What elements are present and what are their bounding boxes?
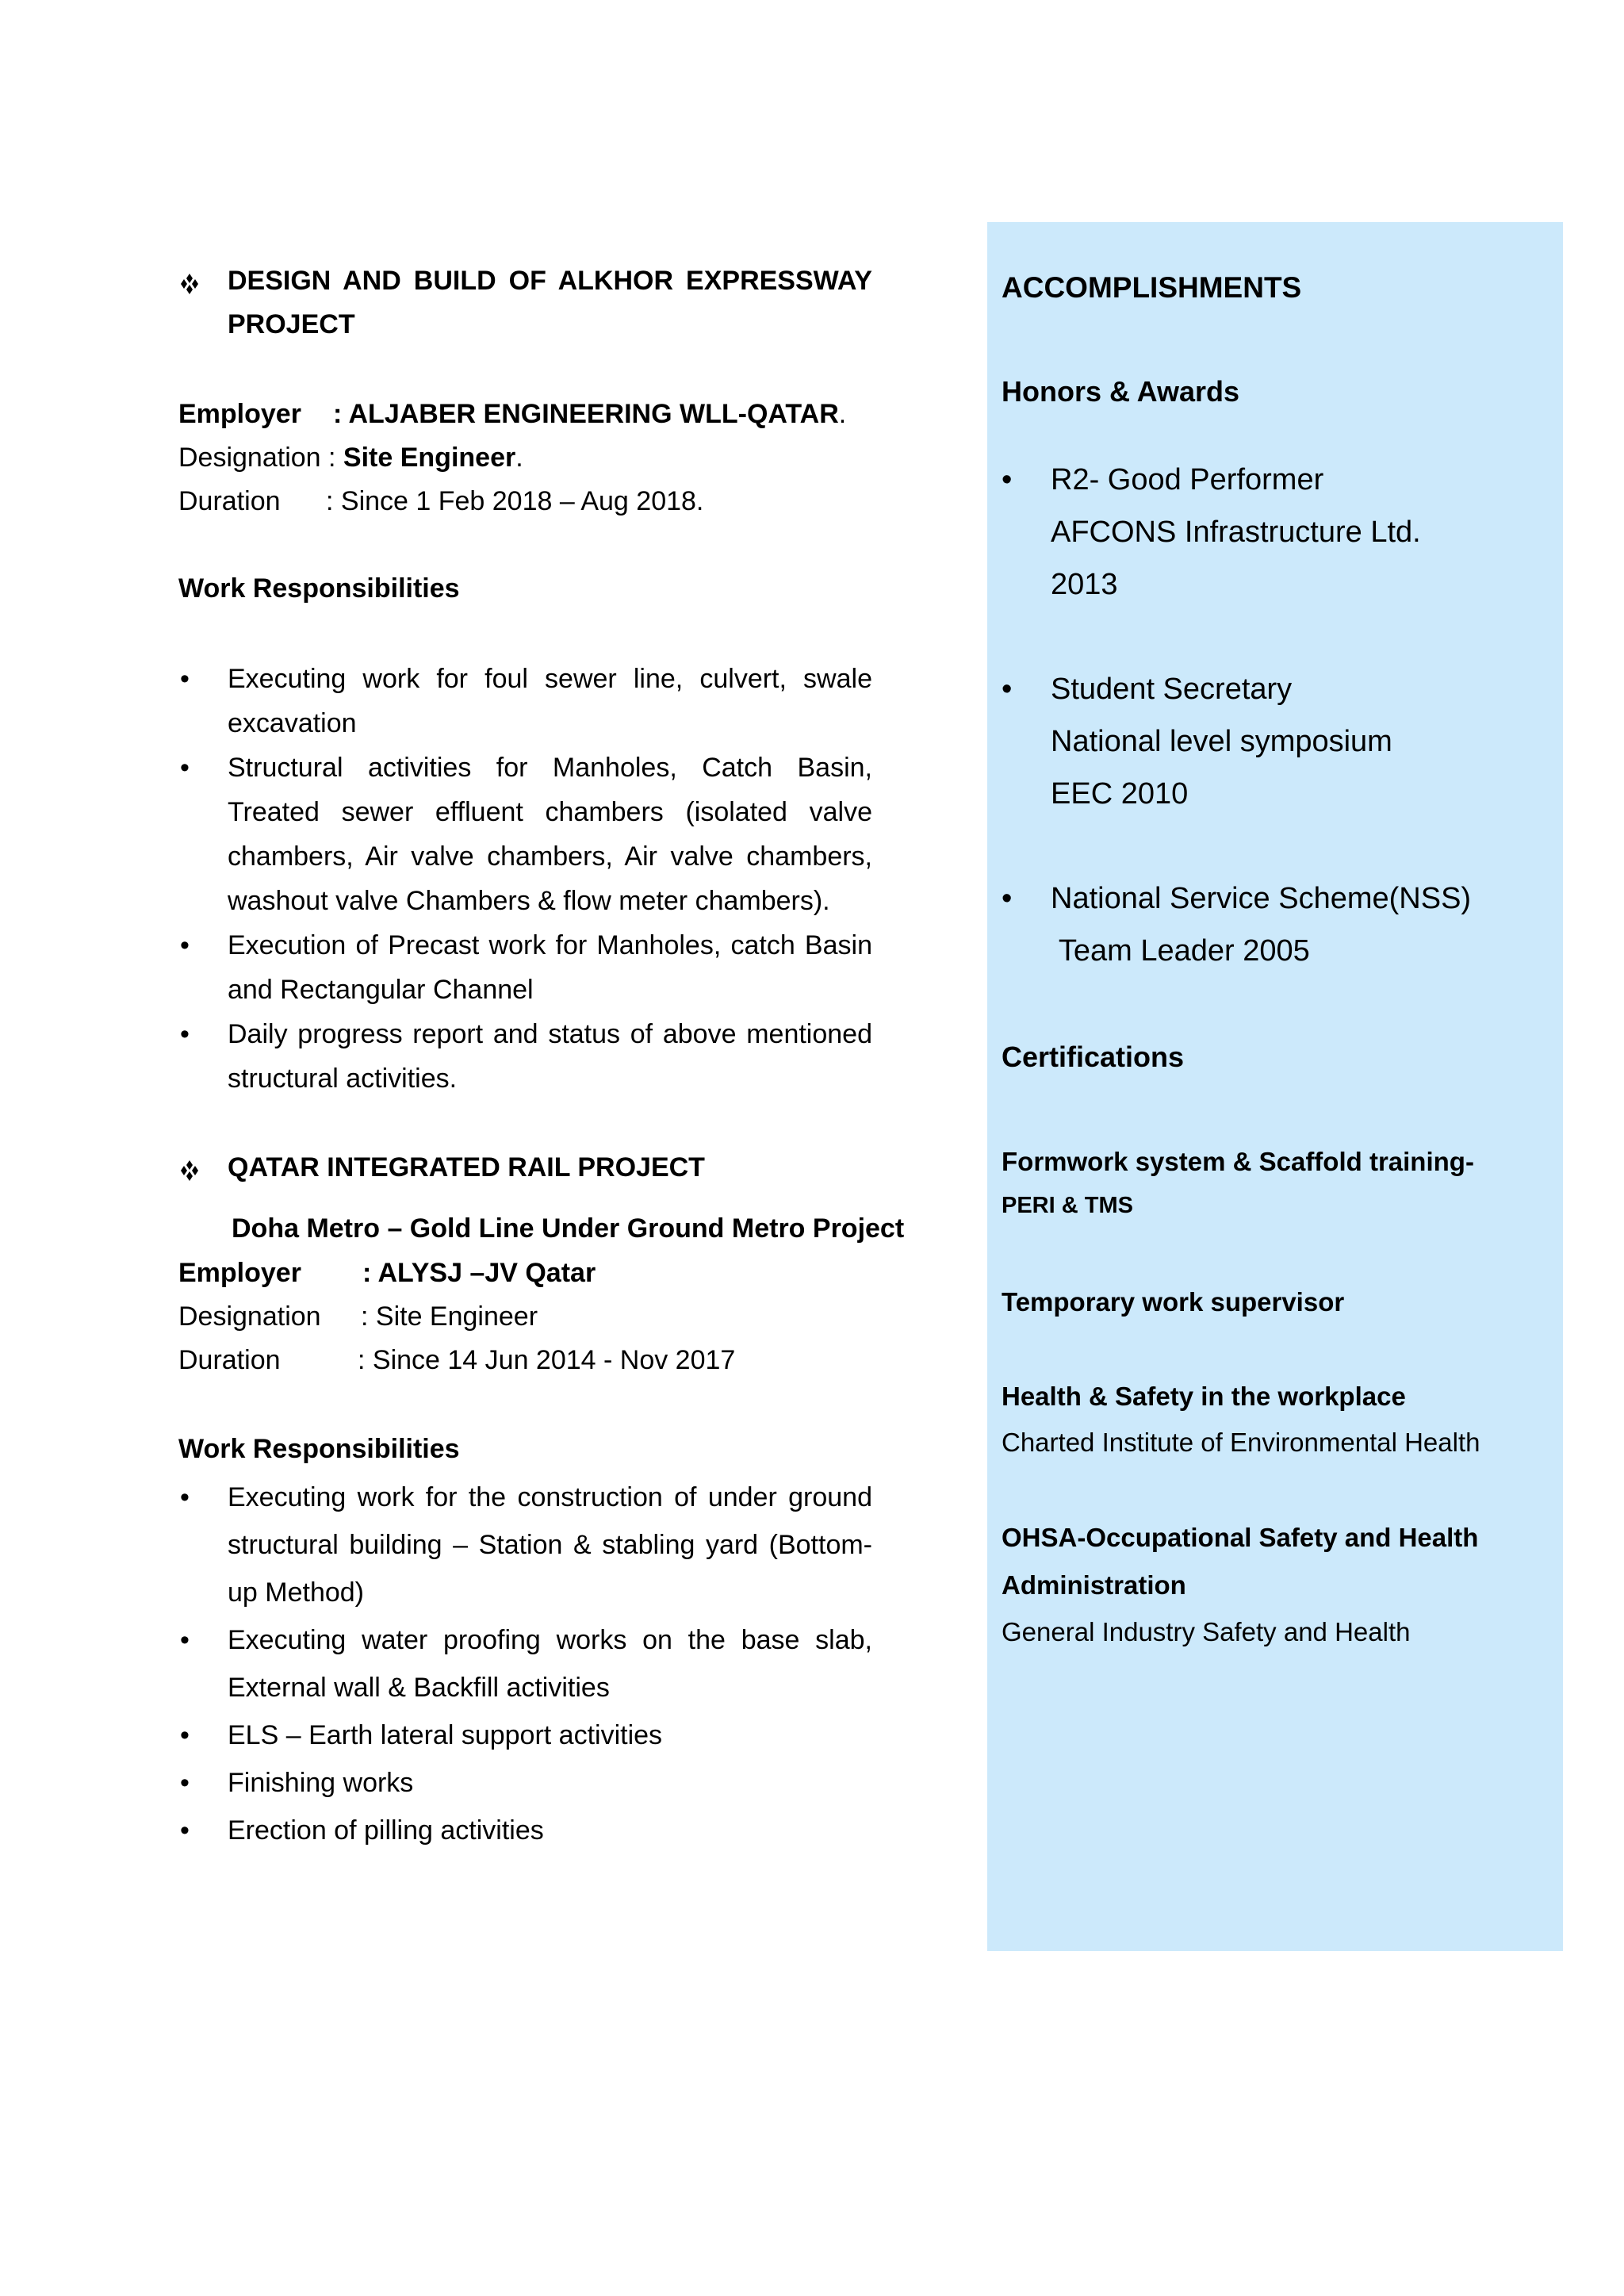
- employer-end: .: [838, 399, 847, 429]
- bullet-dot-icon: •: [180, 1482, 190, 1512]
- accomplishments-sidebar: [987, 222, 1563, 1951]
- cert-provider: PERI & TMS: [1002, 1193, 1133, 1218]
- designation-value: Site Engineer: [343, 443, 516, 473]
- list-item-text: Finishing works: [228, 1768, 414, 1798]
- cert-provider: Charted Institute of Environmental Health: [1002, 1428, 1480, 1457]
- cert-title: OHSA-Occupational Safety and Health: [1002, 1523, 1479, 1552]
- award-item: [1002, 663, 1557, 822]
- bullet-dot-icon: •: [180, 664, 190, 694]
- award-detail: Team Leader 2005: [1051, 934, 1310, 968]
- bullet-dot-icon: •: [1002, 882, 1013, 915]
- duration-value: : Since 14 Jun 2014 - Nov 2017: [358, 1345, 736, 1375]
- cert-title: Temporary work supervisor: [1002, 1287, 1345, 1317]
- duration-label: Duration: [178, 486, 281, 516]
- list-item-text: Executing work for the construction of under ground structural building – Station & stabling yard (Bottom-up Method): [228, 1482, 872, 1608]
- honors-heading: Honors & Awards: [1002, 375, 1240, 408]
- list-item: [178, 1807, 872, 1854]
- award-title: Student Secretary: [1051, 673, 1293, 706]
- cert-provider: General Industry Safety and Health: [1002, 1617, 1411, 1646]
- responsibility-list: [178, 1474, 872, 1854]
- responsibility-list: [178, 657, 872, 1101]
- bullet-dot-icon: •: [180, 1815, 190, 1846]
- list-item-text: Erection of pilling activities: [228, 1815, 544, 1846]
- cert-title-continued: Administration: [1002, 1570, 1186, 1600]
- list-item: [178, 1711, 872, 1759]
- duration-label: Duration: [178, 1345, 281, 1375]
- award-year: 2013: [1051, 568, 1118, 601]
- list-item-text: Executing water proofing works on the base slab, External wall & Backfill activities: [228, 1625, 872, 1703]
- designation-end: .: [515, 443, 523, 473]
- bullet-dot-icon: •: [180, 1019, 190, 1049]
- award-year: EEC 2010: [1051, 777, 1189, 811]
- duration-row: [178, 480, 703, 523]
- award-title: National Service Scheme(NSS): [1051, 882, 1472, 915]
- employer-label: Employer: [178, 399, 301, 429]
- award-org: AFCONS Infrastructure Ltd.: [1051, 516, 1421, 549]
- work-responsibilities-heading: Work Responsibilities: [178, 1434, 460, 1464]
- cert-title: Formwork system & Scaffold training-: [1002, 1147, 1474, 1176]
- bullet-dot-icon: •: [180, 930, 190, 960]
- designation-row: [178, 436, 523, 480]
- bullet-dot-icon: •: [180, 753, 190, 783]
- duration-value: : Since 1 Feb 2018 – Aug 2018.: [326, 486, 704, 516]
- bullet-dot-icon: •: [180, 1768, 190, 1798]
- bullet-dot-icon: •: [180, 1720, 190, 1750]
- bullet-dot-icon: •: [180, 1625, 190, 1655]
- award-item: [1002, 454, 1557, 612]
- bullet-dot-icon: •: [1002, 463, 1013, 496]
- list-item: [178, 657, 872, 746]
- designation-value: : Site Engineer: [361, 1301, 538, 1332]
- list-item-text: ELS – Earth lateral support activities: [228, 1720, 663, 1750]
- list-item-text: Execution of Precast work for Manholes, catch Basin and Rectangular Channel: [228, 930, 872, 1005]
- diamond-bullet-icon: [178, 259, 201, 303]
- project-title: QATAR INTEGRATED RAIL PROJECT: [228, 1152, 705, 1182]
- employer-label: Employer: [178, 1258, 301, 1288]
- work-responsibilities-heading: Work Responsibilities: [178, 573, 460, 604]
- cert-title: Health & Safety in the workplace: [1002, 1382, 1406, 1411]
- accomplishments-heading: ACCOMPLISHMENTS: [1002, 271, 1302, 304]
- list-item: [178, 1474, 872, 1616]
- designation-row: [178, 1295, 538, 1339]
- diamond-bullet-icon: [178, 1146, 201, 1190]
- certifications-heading: Certifications: [1002, 1041, 1185, 1073]
- duration-row: [178, 1339, 735, 1382]
- list-item: [178, 1012, 872, 1101]
- award-org: National level symposium: [1051, 725, 1392, 758]
- list-item: [178, 746, 872, 923]
- project-title: DESIGN AND BUILD OF ALKHOR EXPRESSWAY PROJECT: [228, 266, 872, 339]
- project-subtitle: Doha Metro – Gold Line Under Ground Metro Project: [232, 1213, 905, 1244]
- list-item-text: Daily progress report and status of above mentioned structural activities.: [228, 1019, 872, 1094]
- bullet-dot-icon: •: [1002, 673, 1013, 706]
- designation-label: Designation :: [178, 443, 336, 473]
- list-item: [178, 923, 872, 1012]
- employer-row: [178, 1251, 596, 1295]
- list-item: [178, 1759, 872, 1807]
- employer-value: : ALYSJ –JV Qatar: [362, 1258, 596, 1288]
- list-item-text: Structural activities for Manholes, Catch Basin, Treated sewer effluent chambers (isolated valve chambers, Air valve chambers, Air valve chambers, washout valve Chambers & flow meter chambers).: [228, 753, 872, 916]
- designation-label: Designation: [178, 1301, 321, 1332]
- award-item: [1002, 872, 1557, 983]
- employer-value: : ALJABER ENGINEERING WLL-QATAR: [333, 399, 839, 429]
- employer-row: [178, 393, 846, 436]
- list-item-text: Executing work for foul sewer line, culvert, swale excavation: [228, 664, 872, 738]
- award-title: R2- Good Performer: [1051, 463, 1324, 496]
- list-item: [178, 1616, 872, 1711]
